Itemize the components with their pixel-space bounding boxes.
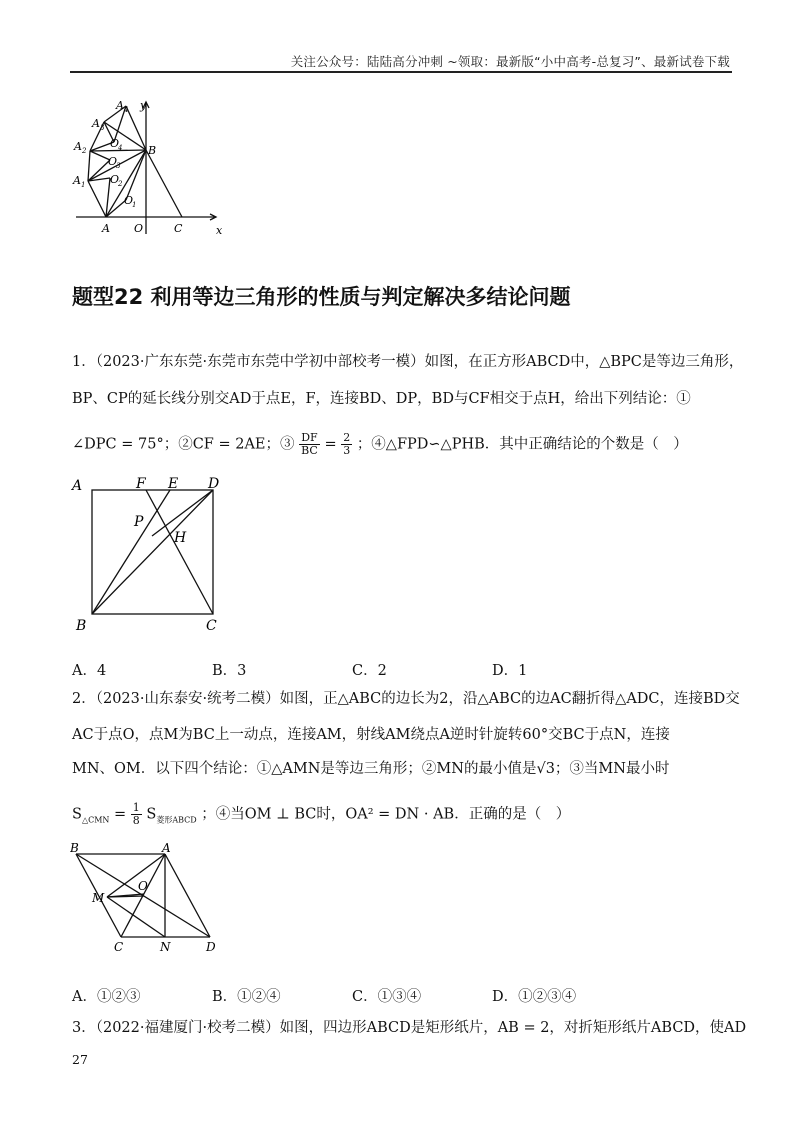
q1-label-B: B [76, 618, 87, 634]
q2-label-D: D [206, 940, 216, 954]
label-O1-sub: 1 [132, 201, 137, 209]
label-A2: A [74, 140, 82, 153]
q2-frac-num: 1 [132, 801, 140, 814]
label-C: C [174, 222, 183, 235]
q1-frac2-den: 3 [343, 444, 351, 457]
label-A4-sub: 4 [124, 106, 129, 114]
q1-label-H: H [174, 530, 187, 546]
figure-coordinate-diagram [70, 98, 230, 240]
q2-line-3: MN、OM．以下四个结论：①△AMN是等边三角形；②MN的最小值是√3；③当MN最小时 [72, 761, 670, 777]
q1-label-D: D [208, 476, 220, 492]
label-A3-sub: 3 [100, 124, 105, 132]
q2-line-4 [72, 802, 570, 827]
q2-sub-rhombus: 菱形ABCD [156, 815, 197, 825]
q1-option-b: B．3 [212, 663, 247, 679]
label-O1: O [124, 194, 134, 207]
q2-label-O: O [138, 879, 148, 893]
q2-frac-den: 8 [132, 814, 140, 827]
q2-label-C: C [114, 940, 124, 954]
q2-line-1: 2．（2023·山东泰安·统考二模）如图，正△ABC的边长为2，沿△ABC的边AC翻折得△ADC，连接BD交 [72, 691, 740, 707]
q1-fraction-df-bc [299, 432, 320, 457]
label-A4: A [116, 99, 124, 112]
q1-line-2: BP、CP的延长线分别交AD于点E，F，连接BD、DP，BD与CF相交于点H，给出下列结论：① [72, 391, 691, 407]
label-A1: A [73, 174, 81, 187]
page-header: 关注公众号：陆陆高分冲刺 ~领取：最新版“小中高考-总复习”、最新试卷下载 [290, 54, 730, 69]
q2-fraction-1-8 [131, 802, 142, 827]
label-y: y [140, 99, 147, 112]
q2-label-A: A [162, 841, 171, 855]
q1-fraction-2-3 [341, 432, 352, 457]
q1-label-F: F [136, 476, 146, 492]
q2-label-N: N [160, 940, 171, 954]
label-A1-sub: 1 [81, 181, 86, 189]
q1-frac-den: BC [301, 444, 318, 457]
section-title: 题型22 利用等边三角形的性质与判定解决多结论问题 [72, 285, 571, 309]
label-O2-sub: 2 [118, 180, 123, 188]
q1-line-3b: = [324, 436, 342, 453]
header-rule [70, 71, 732, 73]
q1-frac-num: DF [299, 432, 320, 445]
q2-label-B: B [70, 841, 79, 855]
q1-line-3 [72, 432, 688, 457]
q2-option-c: C．①③④ [352, 989, 422, 1005]
label-A: A [102, 222, 110, 235]
q1-label-C: C [206, 618, 217, 634]
q1-option-d: D．1 [492, 663, 528, 679]
q2-option-a: A．①②③ [72, 989, 141, 1005]
label-x: x [216, 224, 223, 237]
label-O4: O [110, 137, 120, 150]
q1-frac2-num: 2 [343, 431, 351, 444]
label-O4-sub: 4 [118, 144, 123, 152]
label-O3-sub: 3 [116, 162, 121, 170]
q2-sub-cmn: △CMN [81, 815, 110, 825]
q3-line-1: 3．（2022·福建厦门·校考二模）如图，四边形ABCD是矩形纸片，AB = 2，对折矩形纸片ABCD，使AD [72, 1020, 747, 1036]
q1-line-3a: ∠DPC = 75°；②CF = 2AE；③ [72, 436, 295, 453]
label-B: B [148, 144, 157, 157]
q1-label-A: A [72, 478, 83, 494]
page-number: 27 [72, 1052, 88, 1067]
label-A2-sub: 2 [82, 147, 87, 155]
q2-label-M: M [92, 891, 105, 905]
label-O2: O [110, 173, 120, 186]
q2-line-2: AC于点O，点M为BC上一动点，连接AM，射线AM绕点A逆时针旋转60°交BC于点N，连接 [72, 727, 670, 743]
q1-figure-square [70, 474, 230, 634]
q1-option-a: A．4 [72, 663, 107, 679]
label-O3: O [108, 155, 118, 168]
q2-line-4d: ；④当OM ⊥ BC时，OA² = DN · AB．正确的是（ ） [201, 806, 571, 823]
q1-label-P: P [134, 514, 144, 530]
label-A3: A [92, 117, 100, 130]
q1-option-c: C．2 [352, 663, 387, 679]
q2-line-4a: S [72, 806, 82, 823]
q1-line-1: 1．（2023·广东东莞·东莞市东莞中学初中部校考一模）如图，在正方形ABCD中，△BPC是等边三角形， [72, 354, 744, 370]
q2-line-4c: S [146, 806, 157, 823]
q2-option-d: D．①②③④ [492, 989, 577, 1005]
q1-line-3c: ；④△FPD∽△PHB．其中正确结论的个数是（ ） [356, 436, 688, 453]
q2-option-b: B．①②④ [212, 989, 281, 1005]
q1-label-E: E [168, 476, 179, 492]
label-O: O [134, 222, 144, 235]
q2-line-4b: = [114, 806, 131, 823]
q2-figure-rhombus [70, 840, 230, 954]
